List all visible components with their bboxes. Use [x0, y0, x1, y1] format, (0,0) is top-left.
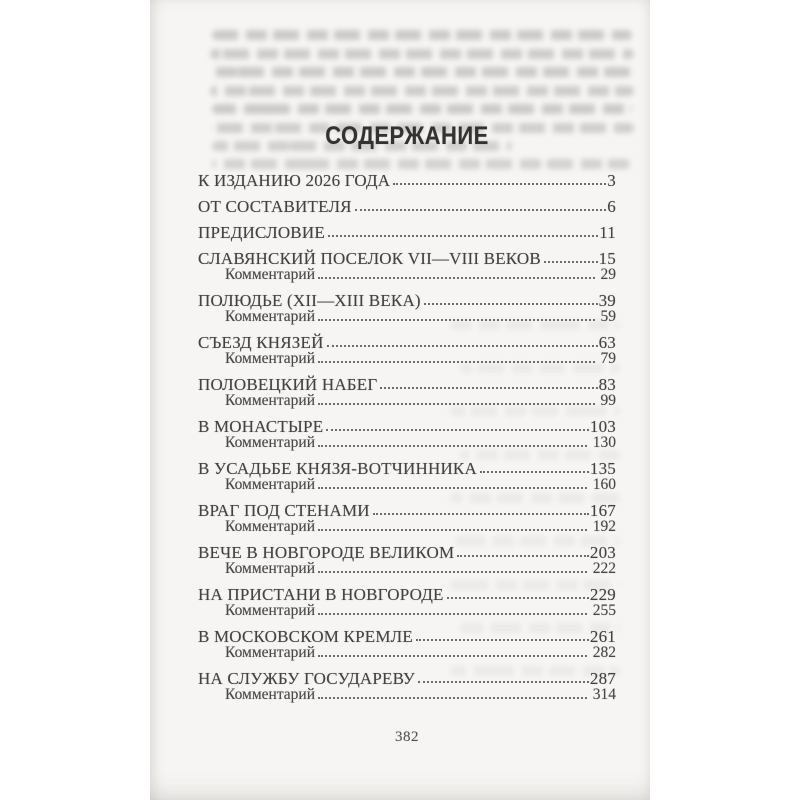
toc-comment-page: 282: [592, 644, 616, 661]
toc-group: [198, 587, 616, 619]
toc-entry-label: В МОНАСТЫРЕ: [198, 417, 324, 436]
toc-comment-label: Комментарий: [225, 434, 315, 451]
toc-entry-label: НА ПРИСТАНИ В НОВГОРОДЕ: [198, 585, 444, 604]
toc-comment-page: 29: [600, 266, 616, 283]
dot-leader: [447, 597, 589, 599]
toc-entry: [198, 377, 616, 393]
toc-comment-label: Комментарий: [225, 644, 315, 661]
toc-comment-label: Комментарий: [225, 686, 315, 703]
toc-entry-label: СЪЕЗД КНЯЗЕЙ: [198, 333, 324, 352]
toc-entry-label: ОТ СОСТАВИТЕЛЯ: [198, 197, 352, 216]
dot-leader: [318, 277, 595, 279]
dot-leader: [544, 261, 598, 263]
toc-comment-page: 314: [592, 686, 616, 703]
dot-leader: [424, 303, 598, 305]
toc-group: [198, 199, 616, 215]
toc-entry-label: ПОЛЮДЬЕ (XII—XIII ВЕКА): [198, 291, 421, 310]
toc-comment: [198, 393, 616, 409]
toc-comment-label: Комментарий: [225, 266, 315, 283]
dot-leader: [326, 429, 589, 431]
toc-entry-label: ПОЛОВЕЦКИЙ НАБЕГ: [198, 375, 378, 394]
toc-comment-label: Комментарий: [225, 560, 315, 577]
toc-comment: [198, 687, 616, 703]
toc-entry: [198, 545, 616, 561]
toc-entry: [198, 293, 616, 309]
toc-entry-page: 11: [599, 223, 616, 242]
dot-leader: [327, 345, 598, 347]
toc-entry-page: 3: [607, 171, 616, 190]
toc-group: [198, 545, 616, 577]
dot-leader: [318, 697, 587, 699]
dot-leader: [318, 403, 595, 405]
dot-leader: [380, 387, 597, 389]
toc-entry: [198, 629, 616, 645]
toc-entry-label: В УСАДЬБЕ КНЯЗЯ-ВОТЧИННИКА: [198, 459, 477, 478]
toc-comment: [198, 435, 616, 451]
toc-group: [198, 377, 616, 409]
toc-group: [198, 629, 616, 661]
toc-list: [198, 173, 616, 703]
toc-entry: [198, 461, 616, 477]
toc-entry-page: 39: [598, 291, 616, 310]
toc-comment: [198, 519, 616, 535]
dot-leader: [318, 445, 587, 447]
toc-comment-page: 160: [592, 476, 616, 493]
toc-entry-label: ПРЕДИСЛОВИЕ: [198, 223, 325, 242]
book-page: [150, 0, 650, 800]
dot-leader: [318, 613, 587, 615]
toc-entry-label: В МОСКОВСКОМ КРЕМЛЕ: [198, 627, 413, 646]
dot-leader: [355, 209, 607, 211]
toc-entry-page: 261: [589, 627, 616, 646]
toc-group: [198, 251, 616, 283]
toc-entry-page: 15: [598, 249, 616, 268]
dot-leader: [418, 681, 589, 683]
dot-leader: [318, 487, 587, 489]
toc-entry-page: 6: [607, 197, 616, 216]
toc-entry: [198, 419, 616, 435]
toc-comment-label: Комментарий: [225, 518, 315, 535]
dot-leader: [318, 319, 595, 321]
toc-entry: [198, 173, 616, 189]
toc-entry-page: 287: [589, 669, 616, 688]
dot-leader: [373, 513, 589, 515]
toc-comment-page: 130: [592, 434, 616, 451]
dot-leader: [318, 571, 587, 573]
toc-comment: [198, 603, 616, 619]
toc-comment-page: 79: [600, 350, 616, 367]
dot-leader: [393, 183, 606, 185]
page-surface: [150, 0, 650, 800]
toc-group: [198, 225, 616, 241]
toc-comment: [198, 477, 616, 493]
toc-entry-label: ВРАГ ПОД СТЕНАМИ: [198, 501, 370, 520]
toc-comment: [198, 645, 616, 661]
toc-entry: [198, 587, 616, 603]
dot-leader: [318, 529, 587, 531]
toc-comment-page: 59: [600, 308, 616, 325]
dot-leader: [318, 361, 595, 363]
toc-entry-label: К ИЗДАНИЮ 2026 ГОДА: [198, 171, 391, 190]
toc-group: [198, 173, 616, 189]
toc-entry-label: СЛАВЯНСКИЙ ПОСЕЛОК VII—VIII ВЕКОВ: [198, 249, 541, 268]
page-title: СОДЕРЖАНИЕ: [325, 122, 489, 150]
toc-comment: [198, 561, 616, 577]
dot-leader: [318, 655, 587, 657]
toc-group: [198, 419, 616, 451]
toc-group: [198, 293, 616, 325]
dot-leader: [480, 471, 589, 473]
toc-group: [198, 335, 616, 367]
toc-entry: [198, 251, 616, 267]
toc-content: [198, 0, 616, 746]
dot-leader: [416, 639, 589, 641]
toc-comment-label: Комментарий: [225, 392, 315, 409]
dot-leader: [328, 235, 598, 237]
toc-entry: [198, 503, 616, 519]
toc-entry: [198, 225, 616, 241]
toc-entry-page: 229: [589, 585, 616, 604]
toc-comment: [198, 267, 616, 283]
toc-entry-page: 203: [589, 543, 616, 562]
toc-entry-page: 103: [589, 417, 616, 436]
toc-comment-label: Комментарий: [225, 308, 315, 325]
toc-comment-label: Комментарий: [225, 476, 315, 493]
toc-comment-page: 99: [600, 392, 616, 409]
toc-comment-page: 255: [592, 602, 616, 619]
toc-comment-page: 192: [592, 518, 616, 535]
toc-entry: [198, 671, 616, 687]
toc-entry: [198, 335, 616, 351]
toc-entry-label: НА СЛУЖБУ ГОСУДАРЕВУ: [198, 669, 415, 688]
toc-group: [198, 503, 616, 535]
folio-page-number: 382: [395, 729, 419, 745]
toc-group: [198, 671, 616, 703]
toc-entry-page: 135: [589, 459, 616, 478]
toc-comment-label: Комментарий: [225, 350, 315, 367]
toc-comment: [198, 309, 616, 325]
toc-entry-page: 83: [598, 375, 616, 394]
toc-entry-page: 167: [589, 501, 616, 520]
toc-entry-label: ВЕЧЕ В НОВГОРОДЕ ВЕЛИКОМ: [198, 543, 455, 562]
dot-leader: [457, 555, 589, 557]
toc-group: [198, 461, 616, 493]
toc-comment-page: 222: [592, 560, 616, 577]
toc-comment: [198, 351, 616, 367]
toc-entry-page: 63: [598, 333, 616, 352]
toc-entry: [198, 199, 616, 215]
toc-comment-label: Комментарий: [225, 602, 315, 619]
